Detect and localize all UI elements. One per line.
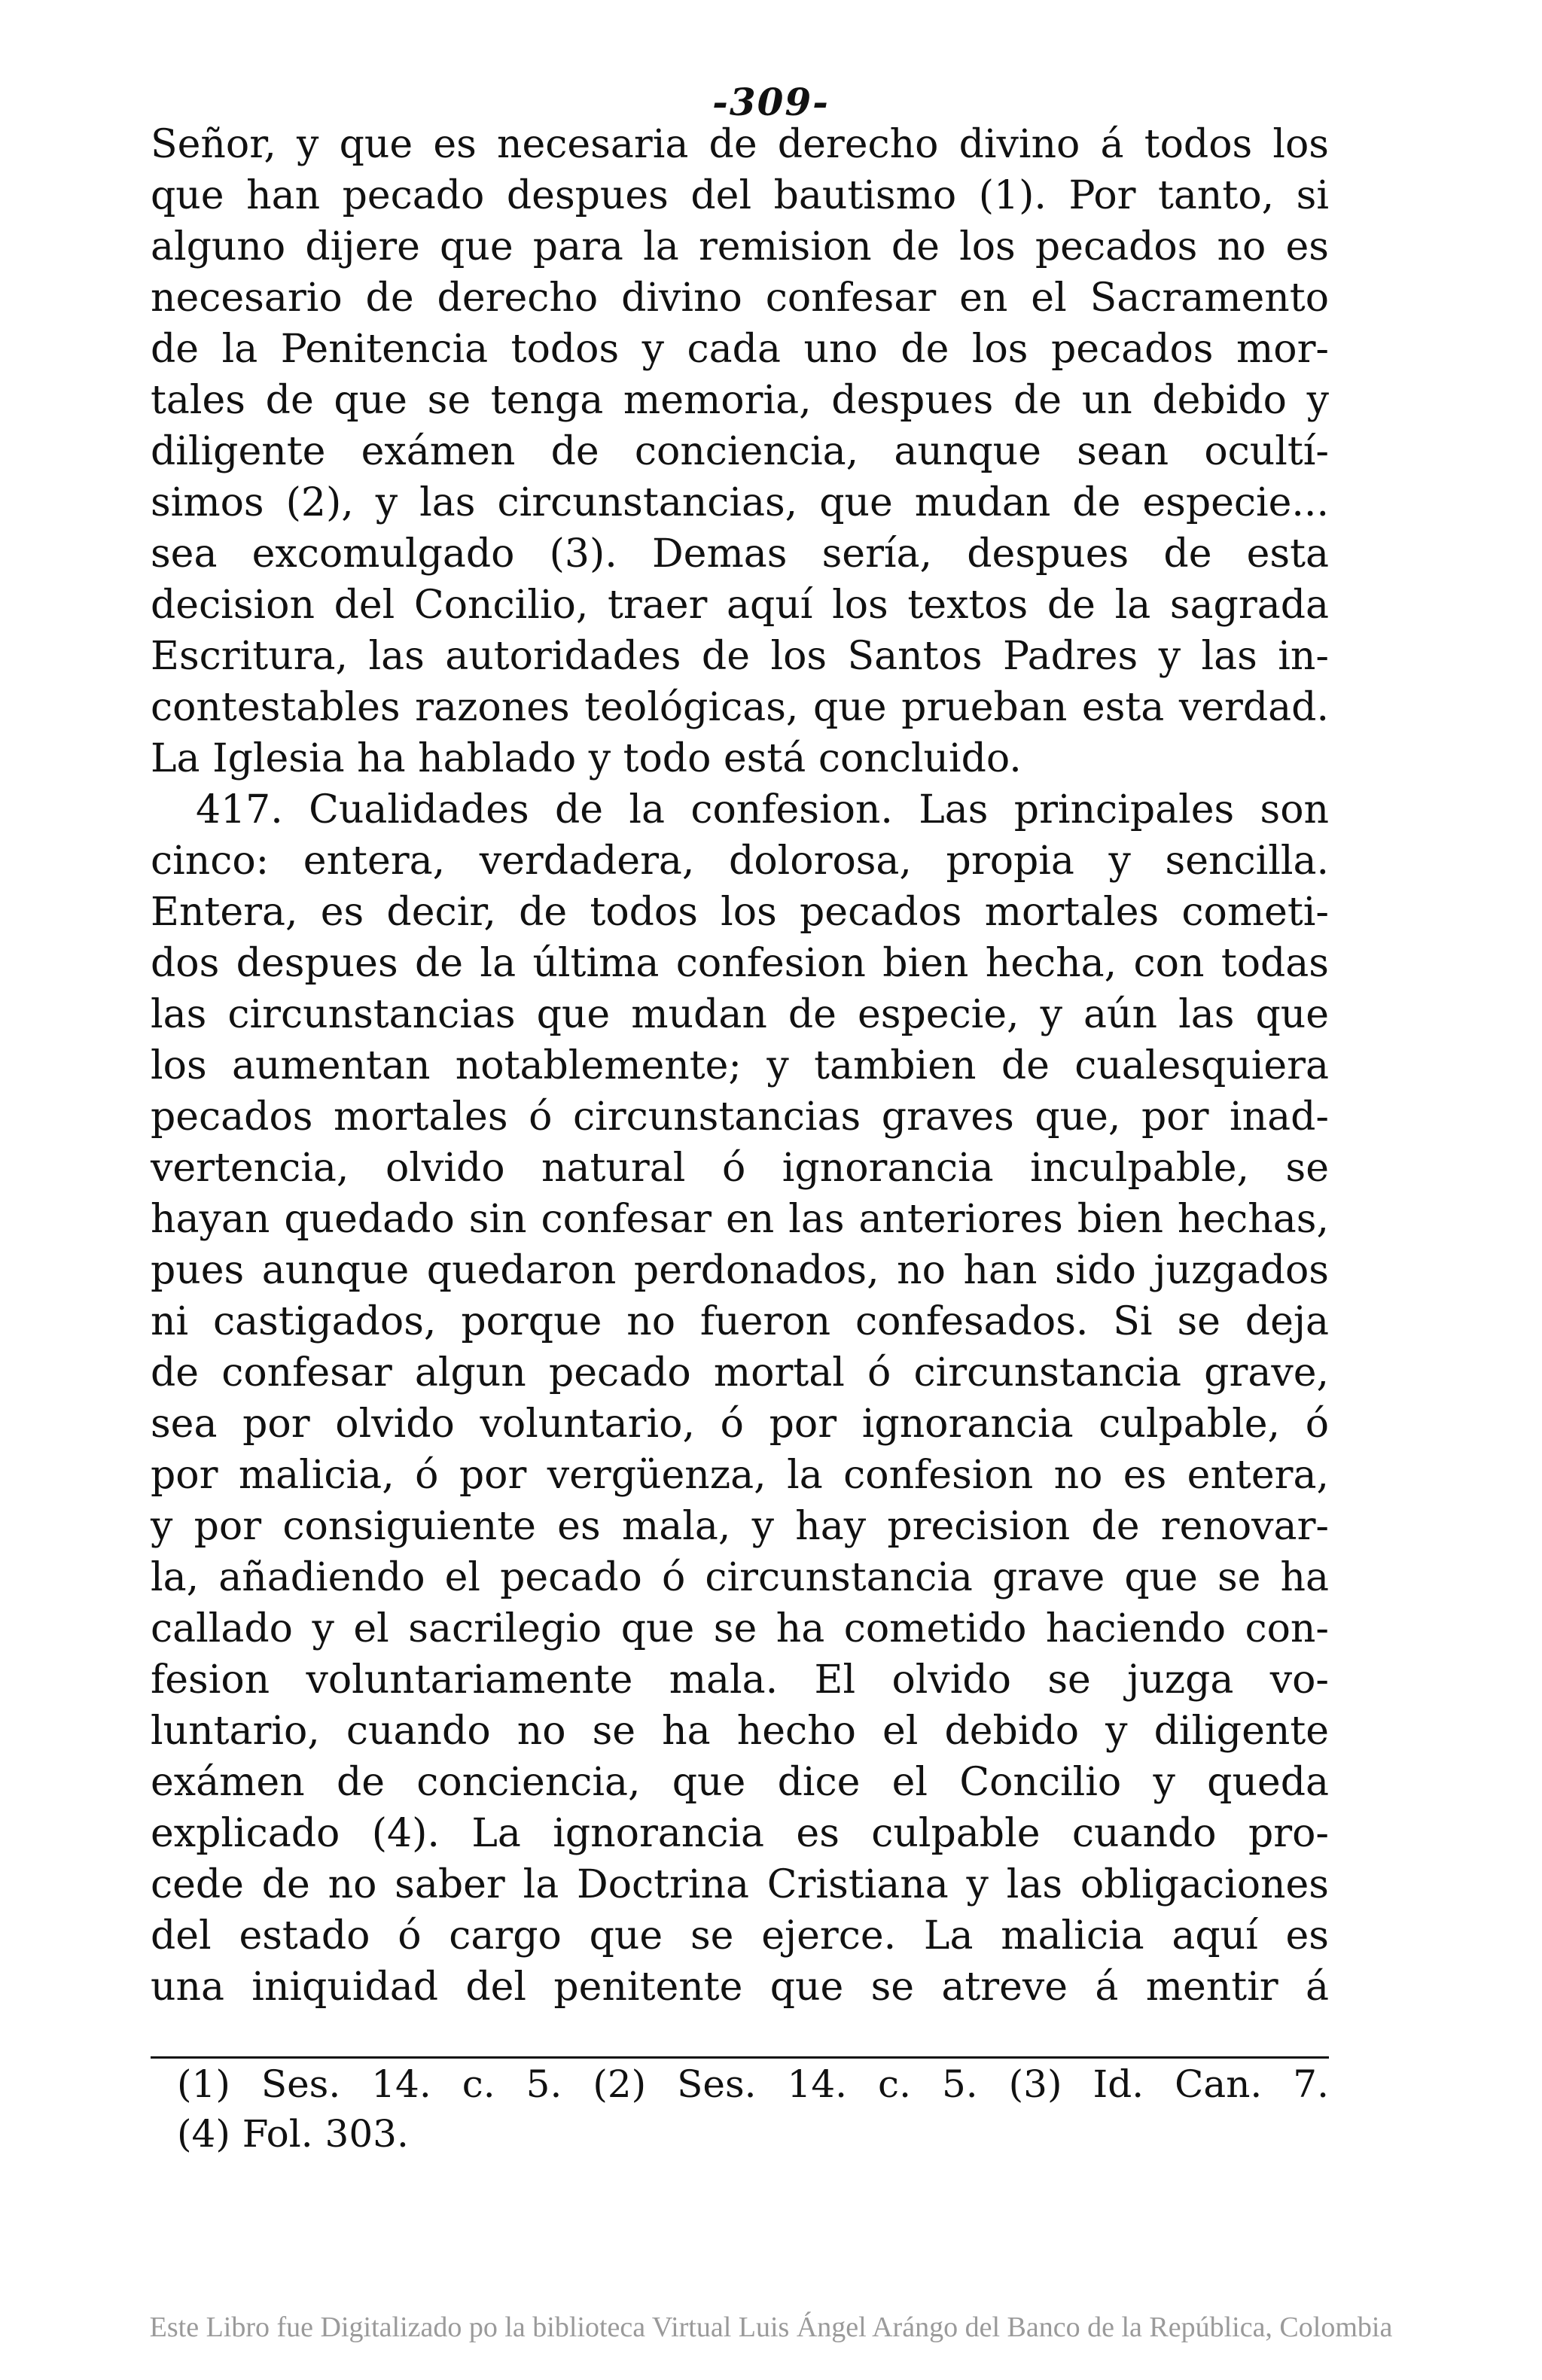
text-line: dos despues de la última confesion bien hecha, con todas [151, 941, 1329, 986]
text-line: del estado ó cargo que se ejerce. La malicia aquí es [151, 1913, 1329, 1958]
text-line: los aumentan notablemente; y tambien de cualesquiera [151, 1043, 1329, 1088]
footnotes [177, 2059, 1329, 2159]
text-line: tales de que se tenga memoria, despues de un debido y [151, 378, 1329, 423]
text-line: 417. Cualidades de la confesion. Las principales son [196, 787, 1329, 832]
digitization-credit: Este Libro fue Digitalizado po la biblioteca Virtual Luis Ángel Arángo del Banco de la República, Colombia [149, 2312, 1393, 2343]
text-line: simos (2), y las circunstancias, que mudan de especie... [151, 480, 1329, 525]
body-text [151, 119, 1329, 2013]
text-line: hayan quedado sin confesar en las anteriores bien hechas, [151, 1197, 1329, 1242]
footnote-line: (1) Ses. 14. c. 5. (2) Ses. 14. c. 5. (3) Id. Can. 7. [177, 2062, 1329, 2106]
text-line: luntario, cuando no se ha hecho el debido y diligente [151, 1709, 1329, 1754]
text-line: alguno dijere que para la remision de los pecados no es [151, 224, 1329, 269]
page-number: -309- [712, 80, 830, 124]
text-line: de confesar algun pecado mortal ó circunstancia grave, [151, 1350, 1329, 1395]
text-line: contestables razones teológicas, que prueban esta verdad. [151, 685, 1329, 730]
text-line: ni castigados, porque no fueron confesados. Si se deja [151, 1299, 1329, 1344]
text-line: Entera, es decir, de todos los pecados mortales cometi- [151, 890, 1329, 935]
text-line: necesario de derecho divino confesar en el Sacramento [151, 275, 1329, 321]
text-line: por malicia, ó por vergüenza, la confesion no es entera, [151, 1453, 1329, 1498]
text-line: cede de no saber la Doctrina Cristiana y las obligaciones [151, 1862, 1329, 1907]
text-line: la, añadiendo el pecado ó circunstancia grave que se ha [151, 1555, 1329, 1600]
text-line: las circunstancias que mudan de especie, y aún las que [151, 992, 1329, 1037]
text-line: que han pecado despues del bautismo (1). Por tanto, si [151, 173, 1329, 218]
text-line: y por consiguiente es mala, y hay precision de renovar- [151, 1504, 1329, 1549]
footnote-line: (4) Fol. 303. [177, 2112, 409, 2156]
text-line: cinco: entera, verdadera, dolorosa, propia y sencilla. [151, 838, 1329, 884]
text-line: diligente exámen de conciencia, aunque sean ocultí- [151, 429, 1329, 474]
text-line: sea por olvido voluntario, ó por ignorancia culpable, ó [151, 1402, 1329, 1447]
text-line: pues aunque quedaron perdonados, no han sido juzgados [151, 1248, 1329, 1293]
text-line: fesion voluntariamente mala. El olvido se juzga vo- [151, 1657, 1329, 1703]
text-line: pecados mortales ó circunstancias graves que, por inad- [151, 1094, 1329, 1140]
footnote-divider [151, 2056, 1329, 2059]
text-line: explicado (4). La ignorancia es culpable cuando pro- [151, 1811, 1329, 1856]
text-line: La Iglesia ha hablado y todo está concluido. [151, 736, 1022, 781]
text-line: Señor, y que es necesaria de derecho divino á todos los [151, 122, 1329, 167]
text-line: vertencia, olvido natural ó ignorancia inculpable, se [151, 1146, 1329, 1191]
text-line: Escritura, las autoridades de los Santos Padres y las in- [151, 634, 1329, 679]
text-line: callado y el sacrilegio que se ha cometido haciendo con- [151, 1606, 1329, 1651]
text-line: de la Penitencia todos y cada uno de los pecados mor- [151, 327, 1329, 372]
text-line: exámen de conciencia, que dice el Concilio y queda [151, 1760, 1329, 1805]
text-line: una iniquidad del penitente que se atreve á mentir á [151, 1965, 1329, 2010]
text-line: decision del Concilio, traer aquí los textos de la sagrada [151, 583, 1329, 628]
text-line: sea excomulgado (3). Demas sería, despues de esta [151, 531, 1329, 577]
